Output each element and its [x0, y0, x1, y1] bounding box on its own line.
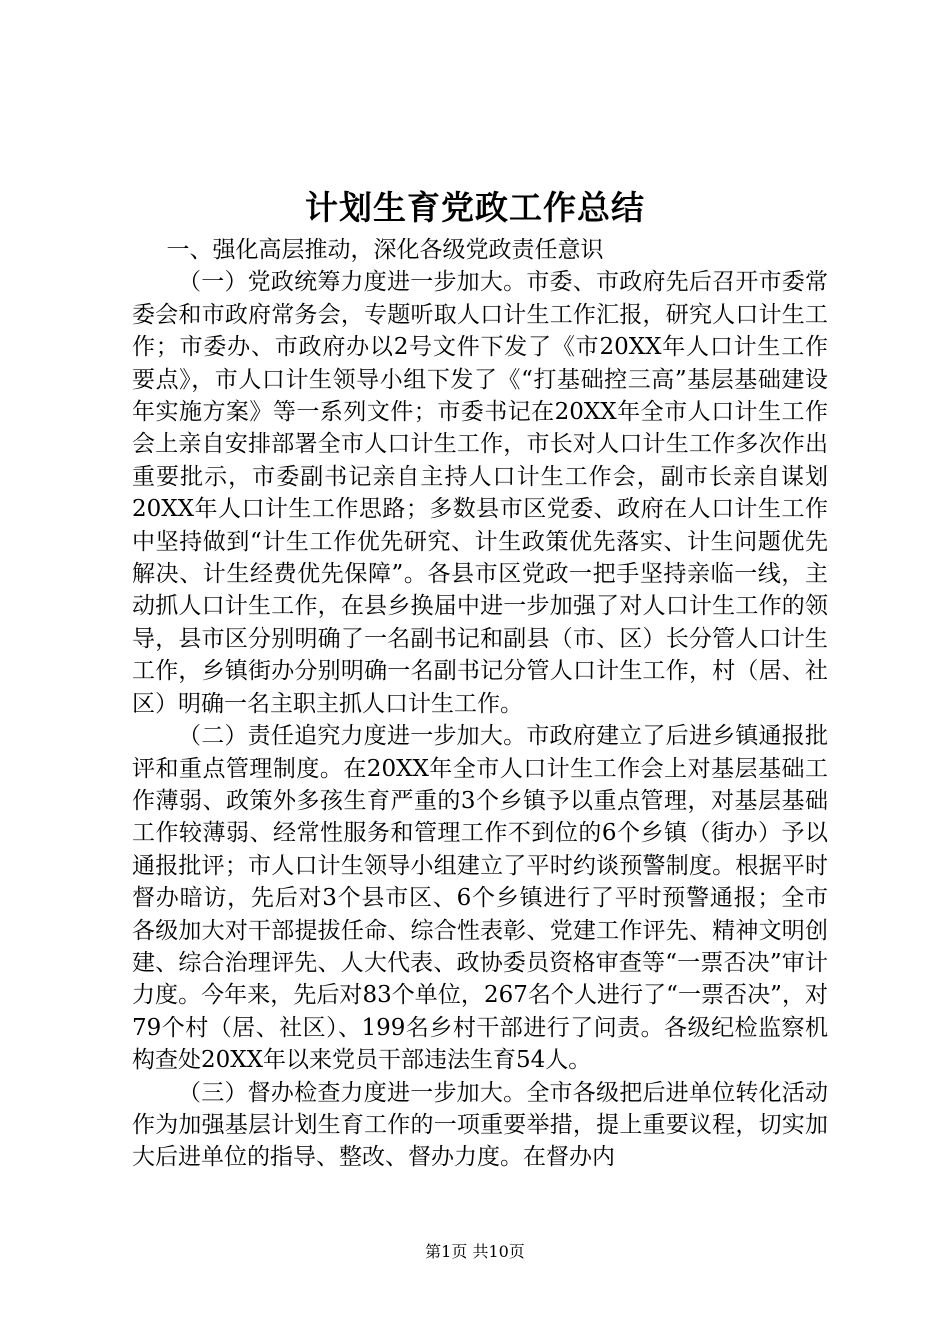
page-number: 第1页 共10页 [425, 1242, 525, 1261]
paragraph-1: （一）党政统筹力度进一步加大。市委、市政府先后召开市委常委会和市政府常务会，专题听取人口计生工作汇报，研究人口计生工作；市委办、市政府办以2号文件下发了《市20XX年人口计生工作要点》，市人口计生领导小组下发了《“打基础控三高”基层基础建设年实施方案》等一系列文件；市委书记在20XX年全市人口计生工作会上亲自安排部署全市人口计生工作，市长对人口计生工作多次作出重要批示，市委副书记亲自主持人口计生工作会，副市长亲自谋划20XX年人口计生工作思路；多数县市区党委、政府在人口计生工作中坚持做到“计生工作优先研究、计生政策优先落实、计生问题优先解决、计生经费优先保障”。各县市区党政一把手坚持亲临一线，主动抓人口计生工作，在县乡换届中进一步加强了对人口计生工作的领导，县市区分别明确了一名副书记和副县（市、区）长分管人口计生工作，乡镇街办分别明确一名副书记分管人口计生工作，村（居、社区）明确一名主职主抓人口计生工作。 [132, 269, 828, 717]
document-body [132, 234, 828, 1174]
document-title: 计划生育党政工作总结 [305, 188, 645, 227]
paragraph-2: （二）责任追究力度进一步加大。市政府建立了后进乡镇通报批评和重点管理制度。在20XX年全市人口计生工作会上对基层基础工作薄弱、政策外多孩生育严重的3个乡镇予以重点管理，对基层基础工作较薄弱、经常性服务和管理工作不到位的6个乡镇（街办）予以通报批评；市人口计生领导小组建立了平时约谈预警制度。根据平时督办暗访，先后对3个县市区、6个乡镇进行了平时预警通报；全市各级加大对干部提拔任命、综合性表彰、党建工作评先、精神文明创建、综合治理评先、人大代表、政协委员资格审查等“一票否决”审计力度。今年来，先后对83个单位，267名个人进行了“一票否决”，对79个村（居、社区）、199名乡村干部进行了问责。各级纪检监察机构查处20XX年以来党员干部违法生育54人。 [132, 723, 828, 1074]
paragraph-3: （三）督办检查力度进一步加大。全市各级把后进单位转化活动作为加强基层计划生育工作的一项重要举措，提上重要议程，切实加大后进单位的指导、整改、督办力度。在督办内 [132, 1079, 828, 1171]
section-heading: 一、强化高层推动，深化各级党政责任意识 [166, 237, 604, 263]
